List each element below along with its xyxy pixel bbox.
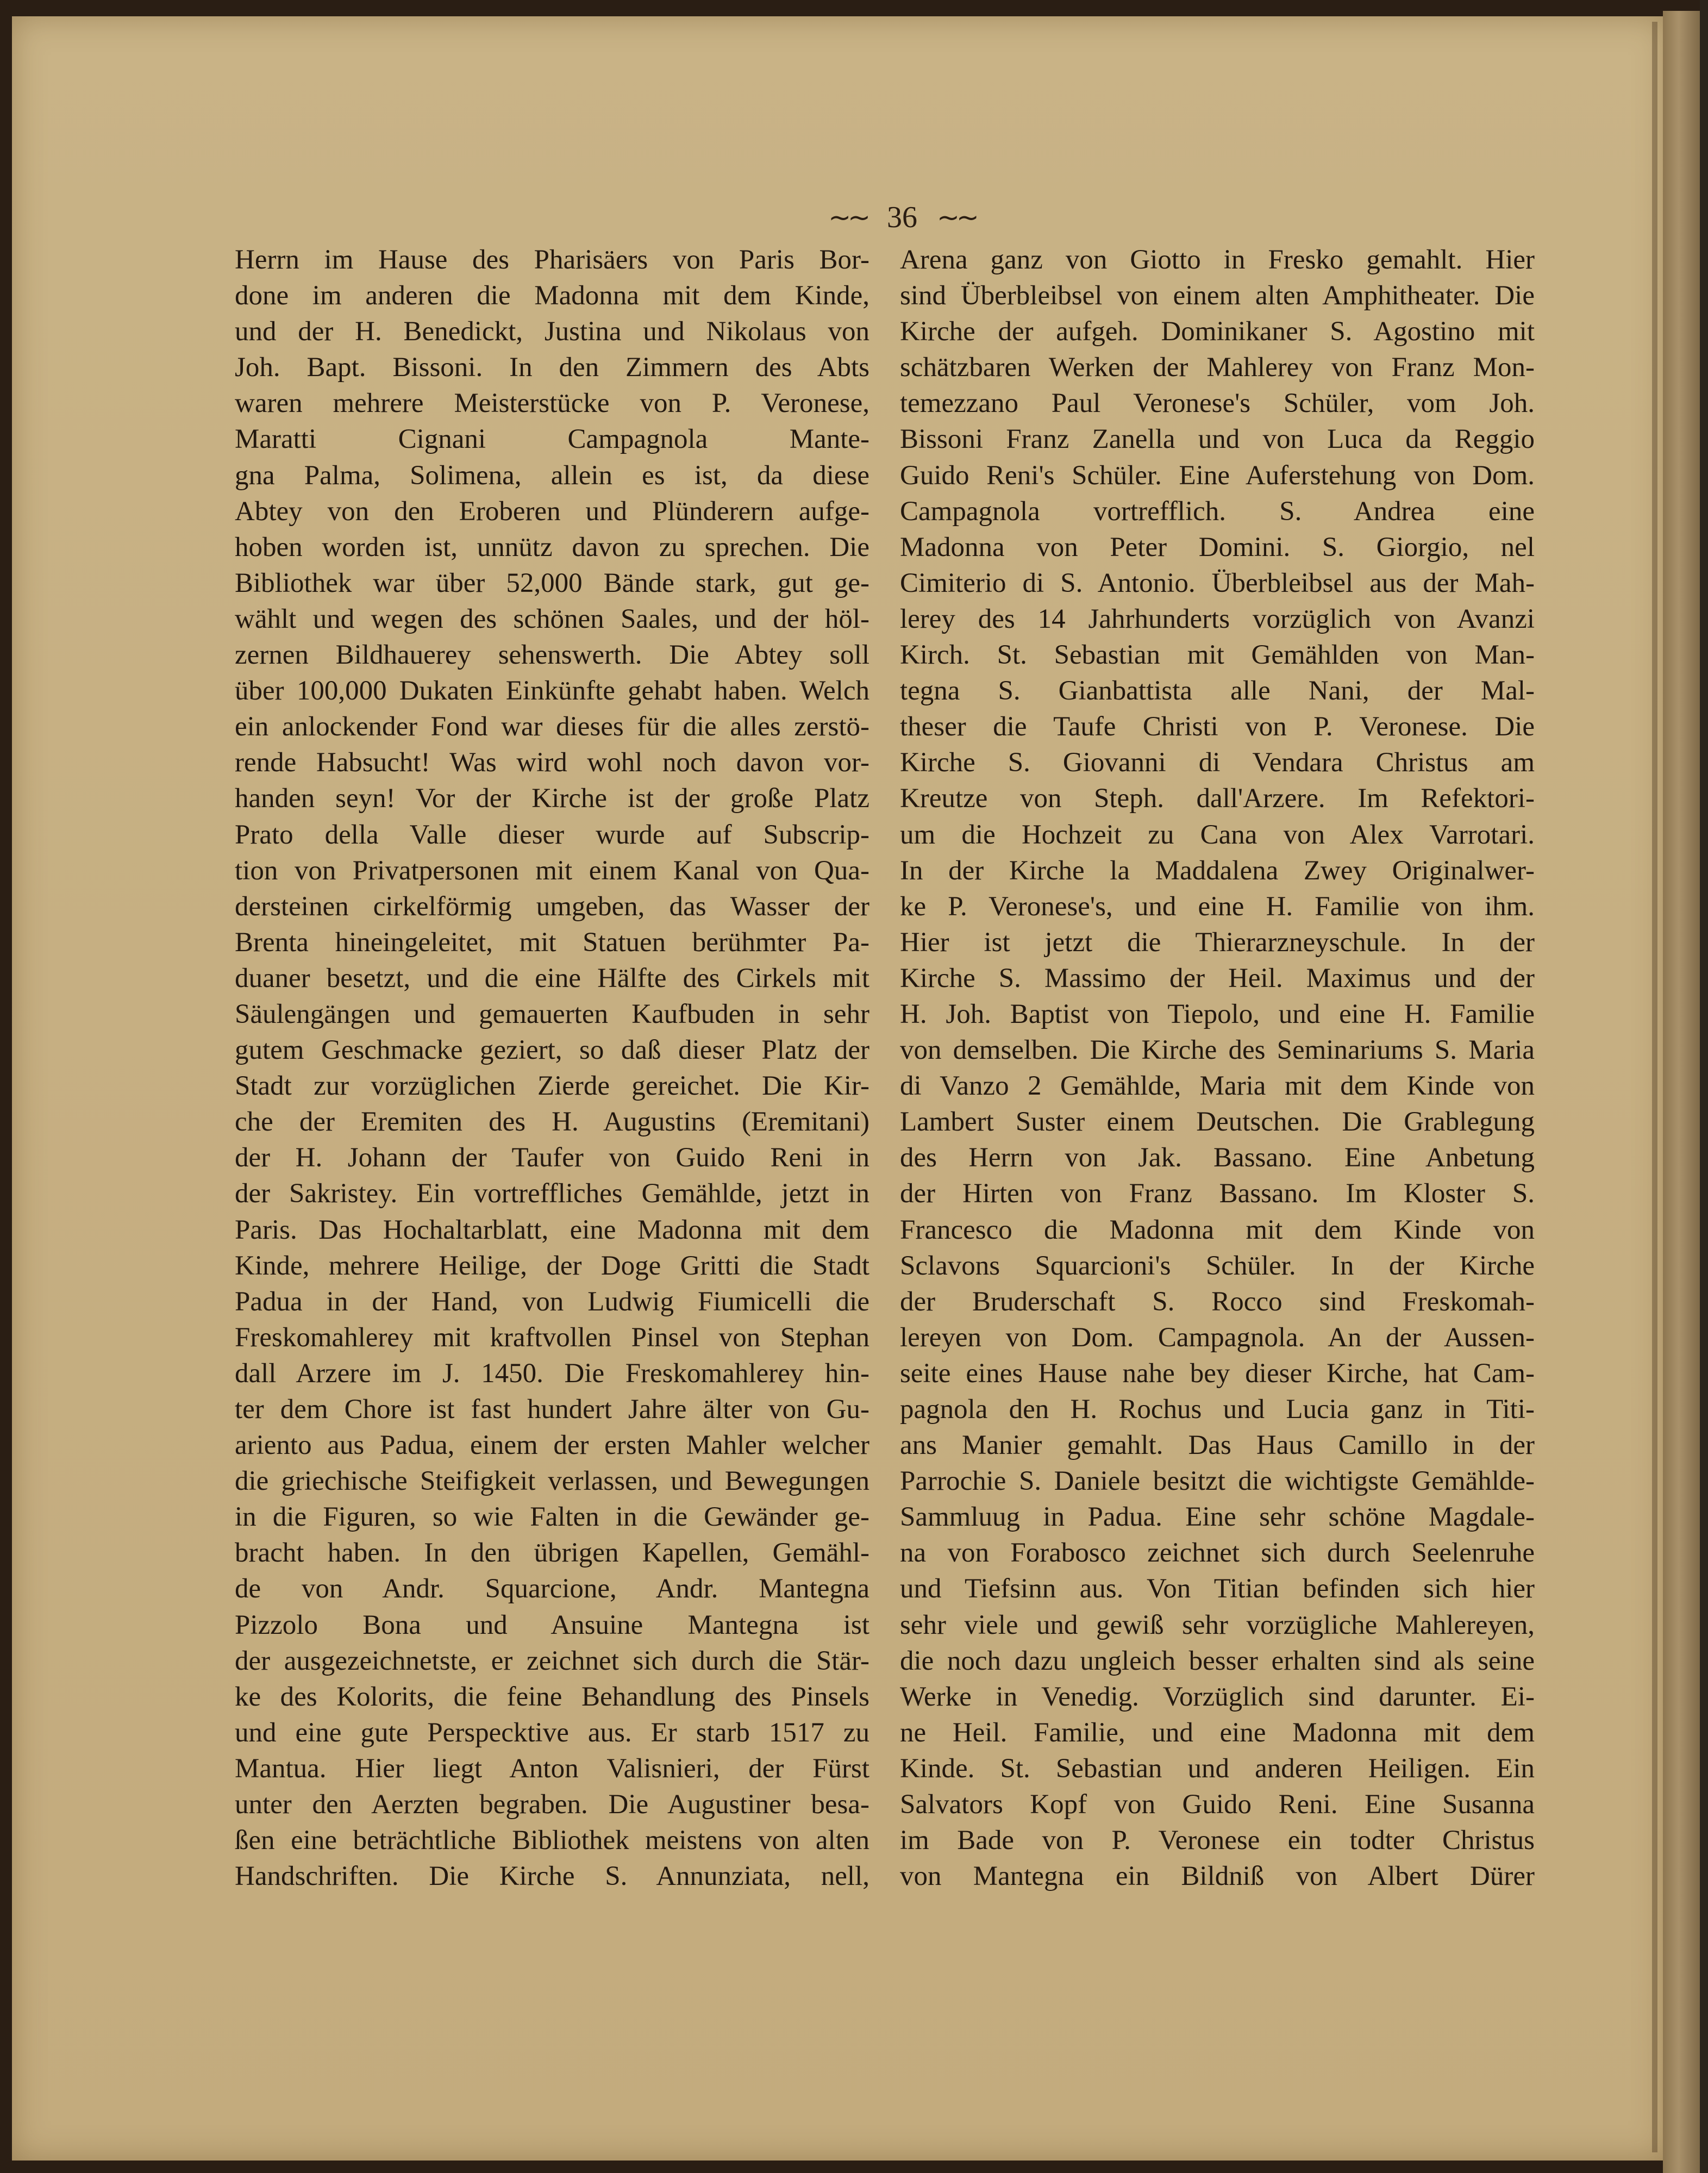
text-line: und Tiefsinn aus. Von Titian befinden sich hier (900, 1573, 1535, 1604)
text-line: ne Heil. Familie, und eine Madonna mit dem (900, 1717, 1535, 1748)
text-line: der Hirten von Franz Bassano. Im Kloster S. (900, 1178, 1535, 1209)
text-line: Sclavons Squarcioni's Schüler. In der Kirche (900, 1250, 1535, 1281)
page-number: 36 (887, 201, 917, 234)
text-line: ßen eine beträchtliche Bibliothek meistens von alten (235, 1825, 869, 1856)
text-line: in die Figuren, so wie Falten in die Gewänder ge- (235, 1502, 869, 1533)
text-line: Kirch. St. Sebastian mit Gemählden von Man- (900, 640, 1535, 671)
text-line: Campagnola vortrefflich. S. Andrea eine (900, 496, 1535, 527)
text-line: Prato della Valle dieser wurde auf Subscrip- (235, 819, 869, 850)
text-line: pagnola den H. Rochus und Lucia ganz in Titi- (900, 1394, 1535, 1425)
text-line: Kinde, mehrere Heilige, der Doge Gritti die Stadt (235, 1250, 869, 1281)
right-text-column (900, 242, 1535, 1894)
text-line: Paris. Das Hochaltarblatt, eine Madonna mit dem (235, 1214, 869, 1245)
text-line: Maratti Cignani Campagnola Mante- (235, 424, 869, 455)
text-line: na von Forabosco zeichnet sich durch Seelenruhe (900, 1538, 1535, 1569)
text-line: rende Habsucht! Was wird wohl noch davon vor- (235, 747, 869, 778)
text-line: Cimiterio di S. Antonio. Überbleibsel aus der Mah- (900, 567, 1535, 598)
text-line: von Mantegna ein Bildniß von Albert Dürer (900, 1861, 1535, 1892)
header-ornament-left: ~~ (828, 202, 867, 233)
text-line: Mantua. Hier liegt Anton Valisnieri, der Fürst (235, 1753, 869, 1784)
text-line: Joh. Bapt. Bissoni. In den Zimmern des Abts (235, 352, 869, 383)
text-line: waren mehrere Meisterstücke von P. Veronese, (235, 388, 869, 419)
text-line: Kirche S. Massimo der Heil. Maximus und der (900, 963, 1535, 994)
text-line: seite eines Hause nahe bey dieser Kirche, hat Cam- (900, 1358, 1535, 1389)
text-line: Sammluug in Padua. Eine sehr schöne Magdale- (900, 1502, 1535, 1533)
text-line: die noch dazu ungleich besser erhalten sind als seine (900, 1645, 1535, 1676)
text-line: gutem Geschmacke geziert, so daß dieser Platz der (235, 1035, 869, 1066)
text-line: um die Hochzeit zu Cana von Alex Varrotari. (900, 819, 1535, 850)
page-gutter-shadow (1652, 22, 1657, 2152)
text-line: Salvators Kopf von Guido Reni. Eine Susanna (900, 1789, 1535, 1820)
text-line: über 100,000 Dukaten Einkünfte gehabt haben. Welch (235, 676, 869, 707)
text-line: ans Manier gemahlt. Das Haus Camillo in der (900, 1430, 1535, 1461)
text-line: temezzano Paul Veronese's Schüler, vom Joh. (900, 388, 1535, 419)
text-line: schätzbaren Werken der Mahlerey von Franz Mon- (900, 352, 1535, 383)
text-line: wählt und wegen des schönen Saales, und der höl- (235, 603, 869, 634)
text-line: im Bade von P. Veronese ein todter Christus (900, 1825, 1535, 1856)
text-line: tion von Privatpersonen mit einem Kanal von Qua- (235, 855, 869, 886)
page-header (804, 193, 1000, 242)
text-line: unter den Aerzten begraben. Die Augustiner besa- (235, 1789, 869, 1820)
text-line: Handschriften. Die Kirche S. Annunziata, nell, (235, 1861, 869, 1892)
text-line: de von Andr. Squarcione, Andr. Mantegna (235, 1573, 869, 1604)
text-line: Brenta hineingeleitet, mit Statuen berühmter Pa- (235, 927, 869, 958)
text-line: ariento aus Padua, einem der ersten Mahler welcher (235, 1430, 869, 1461)
header-ornament-right: ~~ (937, 202, 976, 233)
text-line: Pizzolo Bona und Ansuine Mantegna ist (235, 1609, 869, 1640)
text-line: ke P. Veronese's, und eine H. Familie von ihm. (900, 891, 1535, 922)
text-line: des Herrn von Jak. Bassano. Eine Anbetung (900, 1142, 1535, 1173)
text-line: sind Überbleibsel von einem alten Amphitheater. Die (900, 280, 1535, 311)
text-line: Madonna von Peter Domini. S. Giorgio, nel (900, 532, 1535, 563)
text-line: ein anlockender Fond war dieses für die alles zerstö- (235, 711, 869, 742)
text-line: dall Arzere im J. 1450. Die Freskomahlerey hin- (235, 1358, 869, 1389)
text-line: Kirche S. Giovanni di Vendara Christus am (900, 747, 1535, 778)
text-line: handen seyn! Vor der Kirche ist der große Platz (235, 783, 869, 814)
text-line: duaner besetzt, und die eine Hälfte des Cirkels mit (235, 963, 869, 994)
left-text-column (235, 242, 869, 1894)
text-line: Kreutze von Steph. dall'Arzere. Im Refektori- (900, 783, 1535, 814)
text-line: di Vanzo 2 Gemählde, Maria mit dem Kinde von (900, 1071, 1535, 1102)
text-line: gna Palma, Solimena, allein es ist, da diese (235, 460, 869, 491)
text-line: lereyen von Dom. Campagnola. An der Aussen- (900, 1322, 1535, 1353)
text-line: der Bruderschaft S. Rocco sind Freskomah- (900, 1286, 1535, 1317)
text-line: In der Kirche la Maddalena Zwey Originalwer- (900, 855, 1535, 886)
text-line: von demselben. Die Kirche des Seminariums S. Maria (900, 1035, 1535, 1066)
text-line: zernen Bildhauerey sehenswerth. Die Abtey soll (235, 640, 869, 671)
text-line: Guido Reni's Schüler. Eine Auferstehung von Dom. (900, 460, 1535, 491)
text-line: dersteinen cirkelförmig umgeben, das Wasser der (235, 891, 869, 922)
text-line: der Sakristey. Ein vortreffliches Gemählde, jetzt in (235, 1178, 869, 1209)
text-line: Stadt zur vorzüglichen Zierde gereichet. Die Kir- (235, 1071, 869, 1102)
text-line: done im anderen die Madonna mit dem Kinde, (235, 280, 869, 311)
text-line: Säulengängen und gemauerten Kaufbuden in sehr (235, 998, 869, 1029)
text-line: Freskomahlerey mit kraftvollen Pinsel von Stephan (235, 1322, 869, 1353)
text-line: tegna S. Gianbattista alle Nani, der Mal- (900, 676, 1535, 707)
text-line: Bissoni Franz Zanella und von Luca da Reggio (900, 424, 1535, 455)
text-line: Lambert Suster einem Deutschen. Die Grablegung (900, 1107, 1535, 1138)
text-line: Kirche der aufgeh. Dominikaner S. Agostino mit (900, 316, 1535, 347)
text-line: Parrochie S. Daniele besitzt die wichtigste Gemählde- (900, 1466, 1535, 1497)
text-line: Francesco die Madonna mit dem Kinde von (900, 1214, 1535, 1245)
text-line: Herrn im Hause des Pharisäers von Paris Bor- (235, 245, 869, 275)
text-line: H. Joh. Baptist von Tiepolo, und eine H. Familie (900, 998, 1535, 1029)
scan-border (1700, 0, 1708, 2173)
text-line: Arena ganz von Giotto in Fresko gemahlt. Hier (900, 245, 1535, 275)
text-line: Hier ist jetzt die Thierarzneyschule. In der (900, 927, 1535, 958)
text-line: und eine gute Perspecktive aus. Er starb 1517 zu (235, 1717, 869, 1748)
text-line: und der H. Benedickt, Justina und Nikolaus von (235, 316, 869, 347)
text-line: Kinde. St. Sebastian und anderen Heiligen. Ein (900, 1753, 1535, 1784)
text-line: theser die Taufe Christi von P. Veronese. Die (900, 711, 1535, 742)
text-line: der ausgezeichnetste, er zeichnet sich durch die Stär- (235, 1645, 869, 1676)
text-line: lerey des 14 Jahrhunderts vorzüglich von Avanzi (900, 603, 1535, 634)
text-line: Werke in Venedig. Vorzüglich sind darunter. Ei- (900, 1681, 1535, 1712)
text-line: der H. Johann der Taufer von Guido Reni in (235, 1142, 869, 1173)
text-line: ter dem Chore ist fast hundert Jahre älter von Gu- (235, 1394, 869, 1425)
text-line: hoben worden ist, unnütz davon zu sprechen. Die (235, 532, 869, 563)
text-line: die griechische Steifigkeit verlassen, und Bewegungen (235, 1466, 869, 1497)
text-line: che der Eremiten des H. Augustins (Eremitani) (235, 1107, 869, 1138)
text-line: ke des Kolorits, die feine Behandlung des Pinsels (235, 1681, 869, 1712)
text-line: Abtey von den Eroberen und Plünderern aufge- (235, 496, 869, 527)
text-line: Padua in der Hand, von Ludwig Fiumicelli die (235, 1286, 869, 1317)
text-line: bracht haben. In den übrigen Kapellen, Gemähl- (235, 1538, 869, 1569)
text-line: Bibliothek war über 52,000 Bände stark, gut ge- (235, 567, 869, 598)
text-line: sehr viele und gewiß sehr vorzügliche Mahlereyen, (900, 1609, 1535, 1640)
